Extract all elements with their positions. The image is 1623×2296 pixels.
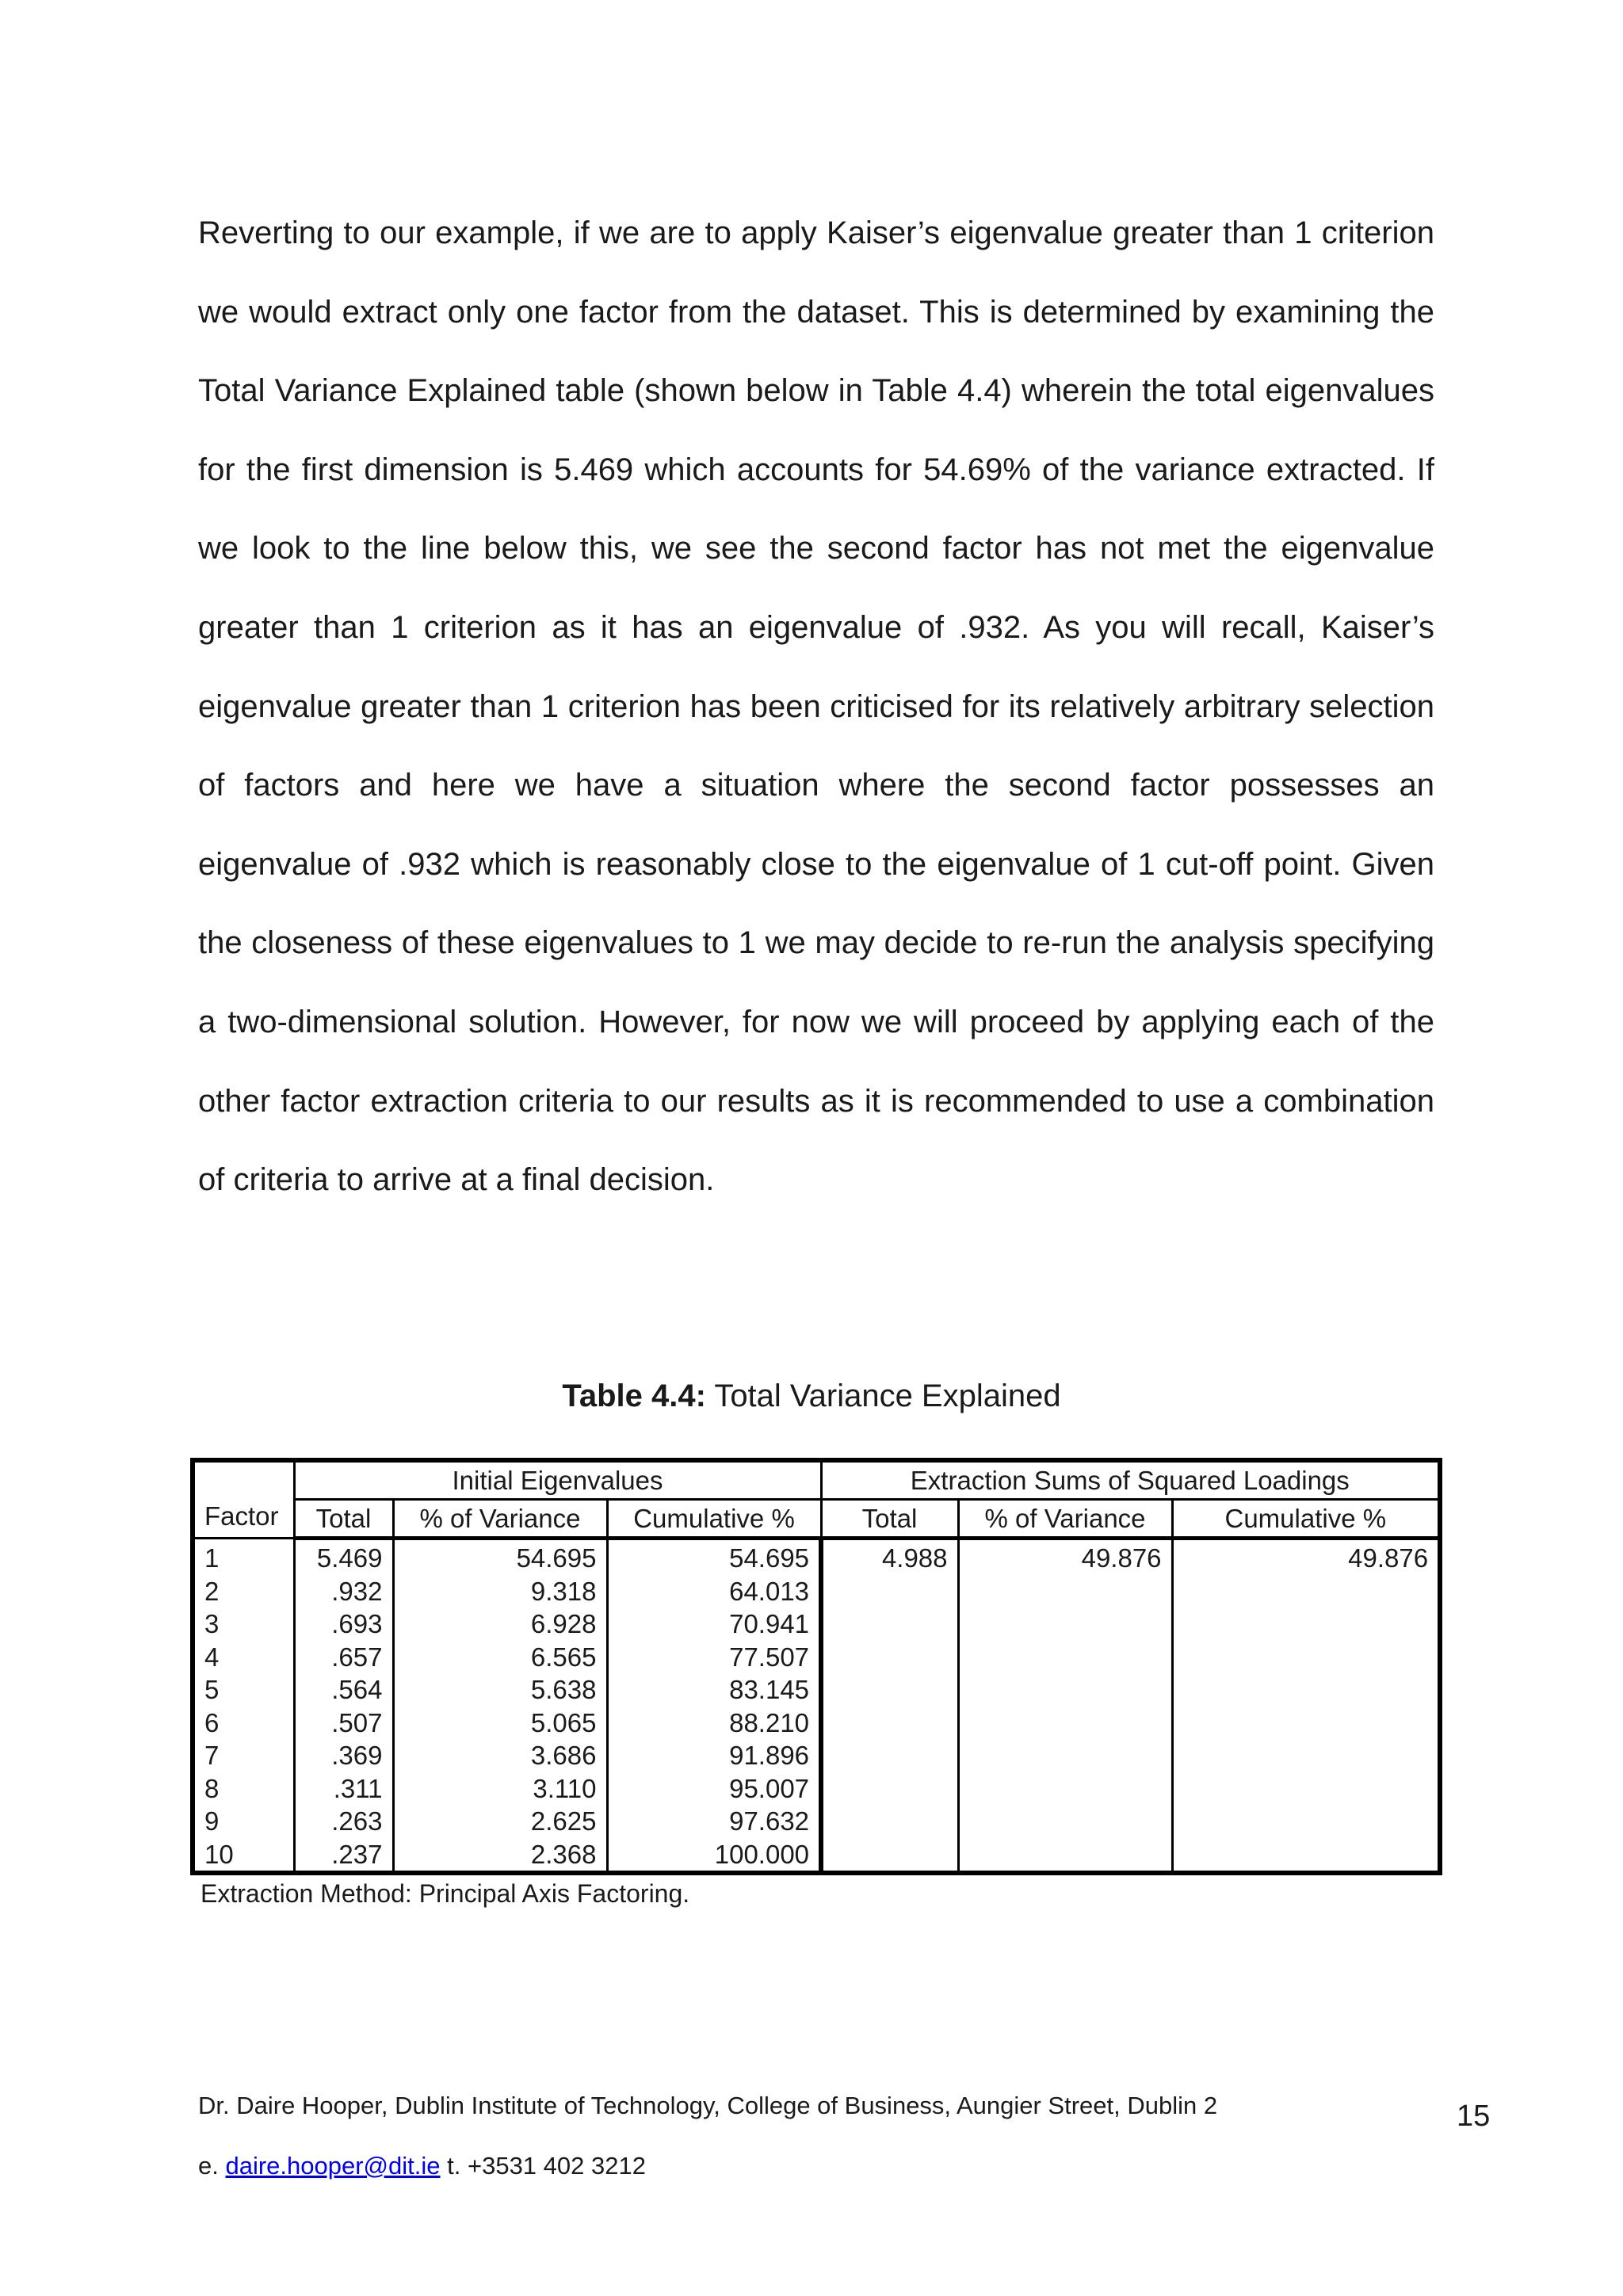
initial-cumulative-cell: 91.896 xyxy=(607,1739,821,1772)
extraction-cumulative-cell xyxy=(1172,1707,1440,1740)
extraction-total-cell xyxy=(821,1772,958,1806)
extraction-total-cell xyxy=(821,1575,958,1608)
initial-variance-cell: 5.638 xyxy=(393,1673,607,1707)
extraction-cumulative-cell xyxy=(1172,1739,1440,1772)
extraction-variance-cell xyxy=(958,1608,1172,1641)
table-caption xyxy=(0,1377,1623,1415)
initial-cumulative-cell: 88.210 xyxy=(607,1707,821,1740)
initial-variance-cell: 3.686 xyxy=(393,1739,607,1772)
factor-cell: 8 xyxy=(193,1772,294,1806)
initial-cumulative-cell: 95.007 xyxy=(607,1772,821,1806)
table-header-group-row xyxy=(193,1460,1440,1500)
footer-contact-line xyxy=(198,2150,646,2182)
factor-cell: 1 xyxy=(193,1539,294,1575)
initial-total-cell: .263 xyxy=(294,1805,393,1838)
extraction-total-cell xyxy=(821,1673,958,1707)
email-link[interactable]: daire.hooper@dit.ie xyxy=(225,2152,441,2180)
initial-variance-cell: 54.695 xyxy=(393,1539,607,1575)
table-row xyxy=(193,1805,1440,1838)
table-row xyxy=(193,1673,1440,1707)
initial-total-cell: .237 xyxy=(294,1838,393,1874)
table-caption-title: Total Variance Explained xyxy=(714,1379,1061,1413)
extraction-variance-cell xyxy=(958,1772,1172,1806)
page-number: 15 xyxy=(1457,2100,1491,2133)
initial-cumulative-cell: 100.000 xyxy=(607,1838,821,1874)
extraction-variance-cell xyxy=(958,1641,1172,1674)
initial-variance-cell: 5.065 xyxy=(393,1707,607,1740)
table-row xyxy=(193,1838,1440,1874)
extraction-total-cell xyxy=(821,1641,958,1674)
table-row xyxy=(193,1707,1440,1740)
extraction-variance-cell xyxy=(958,1575,1172,1608)
factor-cell: 6 xyxy=(193,1707,294,1740)
table-caption-label: Table 4.4: xyxy=(562,1379,706,1413)
initial-total-cell: .311 xyxy=(294,1772,393,1806)
extraction-variance-cell xyxy=(958,1673,1172,1707)
extraction-total-cell xyxy=(821,1739,958,1772)
extraction-method-note: Extraction Method: Principal Axis Factoring. xyxy=(200,1879,690,1908)
initial-cumulative-cell: 54.695 xyxy=(607,1539,821,1575)
extraction-variance-cell xyxy=(958,1805,1172,1838)
initial-cumulative-header: Cumulative % xyxy=(607,1500,821,1539)
initial-cumulative-cell: 77.507 xyxy=(607,1641,821,1674)
initial-variance-cell: 2.625 xyxy=(393,1805,607,1838)
total-variance-table-container xyxy=(190,1458,1438,1875)
extraction-cumulative-cell xyxy=(1172,1838,1440,1874)
extraction-cumulative-cell xyxy=(1172,1608,1440,1641)
extraction-variance-cell xyxy=(958,1707,1172,1740)
table-row xyxy=(193,1739,1440,1772)
table-row xyxy=(193,1772,1440,1806)
body-paragraph: Reverting to our example, if we are to apply Kaiser’s eigenvalue greater than 1 criterion we would extract only one factor from the dataset. This is determined by examining the Total Variance Explained table (shown below in Table 4.4) wherein the total eigenvalues for the first dimension is 5.469 which accounts for 54.69% of the variance extracted. If we look to the line below this, we see the second factor has not met the eigenvalue greater than 1 criterion as it has an eigenvalue of .932. As you will recall, Kaiser’s eigenvalue greater than 1 criterion has been criticised for its relatively arbitrary selection of factors and here we have a situation where the second factor possesses an eigenvalue of .932 which is reasonably close to the eigenvalue of 1 cut-off point. Given the closeness of these eigenvalues to 1 we may decide to re-run the analysis specifying a two-dimensional solution. However, for now we will proceed by applying each of the other factor extraction criteria to our results as it is recommended to use a combination of criteria to arrive at a final decision. xyxy=(198,215,1434,1198)
extraction-cumulative-cell xyxy=(1172,1772,1440,1806)
extraction-variance-cell xyxy=(958,1838,1172,1874)
factor-cell: 5 xyxy=(193,1673,294,1707)
initial-total-cell: .507 xyxy=(294,1707,393,1740)
extraction-cumulative-cell xyxy=(1172,1575,1440,1608)
extraction-total-cell xyxy=(821,1805,958,1838)
extraction-sums-header: Extraction Sums of Squared Loadings xyxy=(821,1460,1440,1500)
factor-cell: 9 xyxy=(193,1805,294,1838)
initial-cumulative-cell: 70.941 xyxy=(607,1608,821,1641)
factor-column-header: Factor xyxy=(193,1460,294,1539)
initial-variance-cell: 6.565 xyxy=(393,1641,607,1674)
extraction-variance-header: % of Variance xyxy=(958,1500,1172,1539)
initial-eigenvalues-header: Initial Eigenvalues xyxy=(294,1460,821,1500)
total-variance-table xyxy=(190,1458,1442,1875)
initial-variance-cell: 3.110 xyxy=(393,1772,607,1806)
extraction-cumulative-cell xyxy=(1172,1673,1440,1707)
initial-total-cell: .693 xyxy=(294,1608,393,1641)
extraction-cumulative-cell: 49.876 xyxy=(1172,1539,1440,1575)
extraction-total-cell xyxy=(821,1608,958,1641)
extraction-total-header: Total xyxy=(821,1500,958,1539)
factor-cell: 4 xyxy=(193,1641,294,1674)
table-row xyxy=(193,1539,1440,1575)
extraction-variance-cell: 49.876 xyxy=(958,1539,1172,1575)
extraction-cumulative-cell xyxy=(1172,1805,1440,1838)
table-row xyxy=(193,1641,1440,1674)
factor-cell: 7 xyxy=(193,1739,294,1772)
table-row xyxy=(193,1608,1440,1641)
extraction-cumulative-header: Cumulative % xyxy=(1172,1500,1440,1539)
initial-total-cell: .932 xyxy=(294,1575,393,1608)
table-row xyxy=(193,1575,1440,1608)
initial-cumulative-cell: 83.145 xyxy=(607,1673,821,1707)
initial-cumulative-cell: 64.013 xyxy=(607,1575,821,1608)
factor-cell: 3 xyxy=(193,1608,294,1641)
table-header-column-row xyxy=(193,1500,1440,1539)
factor-cell: 10 xyxy=(193,1838,294,1874)
initial-total-cell: .369 xyxy=(294,1739,393,1772)
initial-total-cell: .657 xyxy=(294,1641,393,1674)
initial-total-cell: 5.469 xyxy=(294,1539,393,1575)
extraction-total-cell: 4.988 xyxy=(821,1539,958,1575)
initial-variance-cell: 2.368 xyxy=(393,1838,607,1874)
initial-total-cell: .564 xyxy=(294,1673,393,1707)
phone-text: t. +3531 402 3212 xyxy=(447,2152,646,2180)
factor-cell: 2 xyxy=(193,1575,294,1608)
initial-total-header: Total xyxy=(294,1500,393,1539)
initial-variance-cell: 6.928 xyxy=(393,1608,607,1641)
extraction-cumulative-cell xyxy=(1172,1641,1440,1674)
extraction-total-cell xyxy=(821,1707,958,1740)
initial-variance-header: % of Variance xyxy=(393,1500,607,1539)
extraction-variance-cell xyxy=(958,1739,1172,1772)
initial-cumulative-cell: 97.632 xyxy=(607,1805,821,1838)
extraction-total-cell xyxy=(821,1838,958,1874)
email-prefix: e. xyxy=(198,2152,219,2180)
footer-author-line: Dr. Daire Hooper, Dublin Institute of Technology, College of Business, Aungier Street, Dublin 2 xyxy=(198,2092,1218,2119)
initial-variance-cell: 9.318 xyxy=(393,1575,607,1608)
